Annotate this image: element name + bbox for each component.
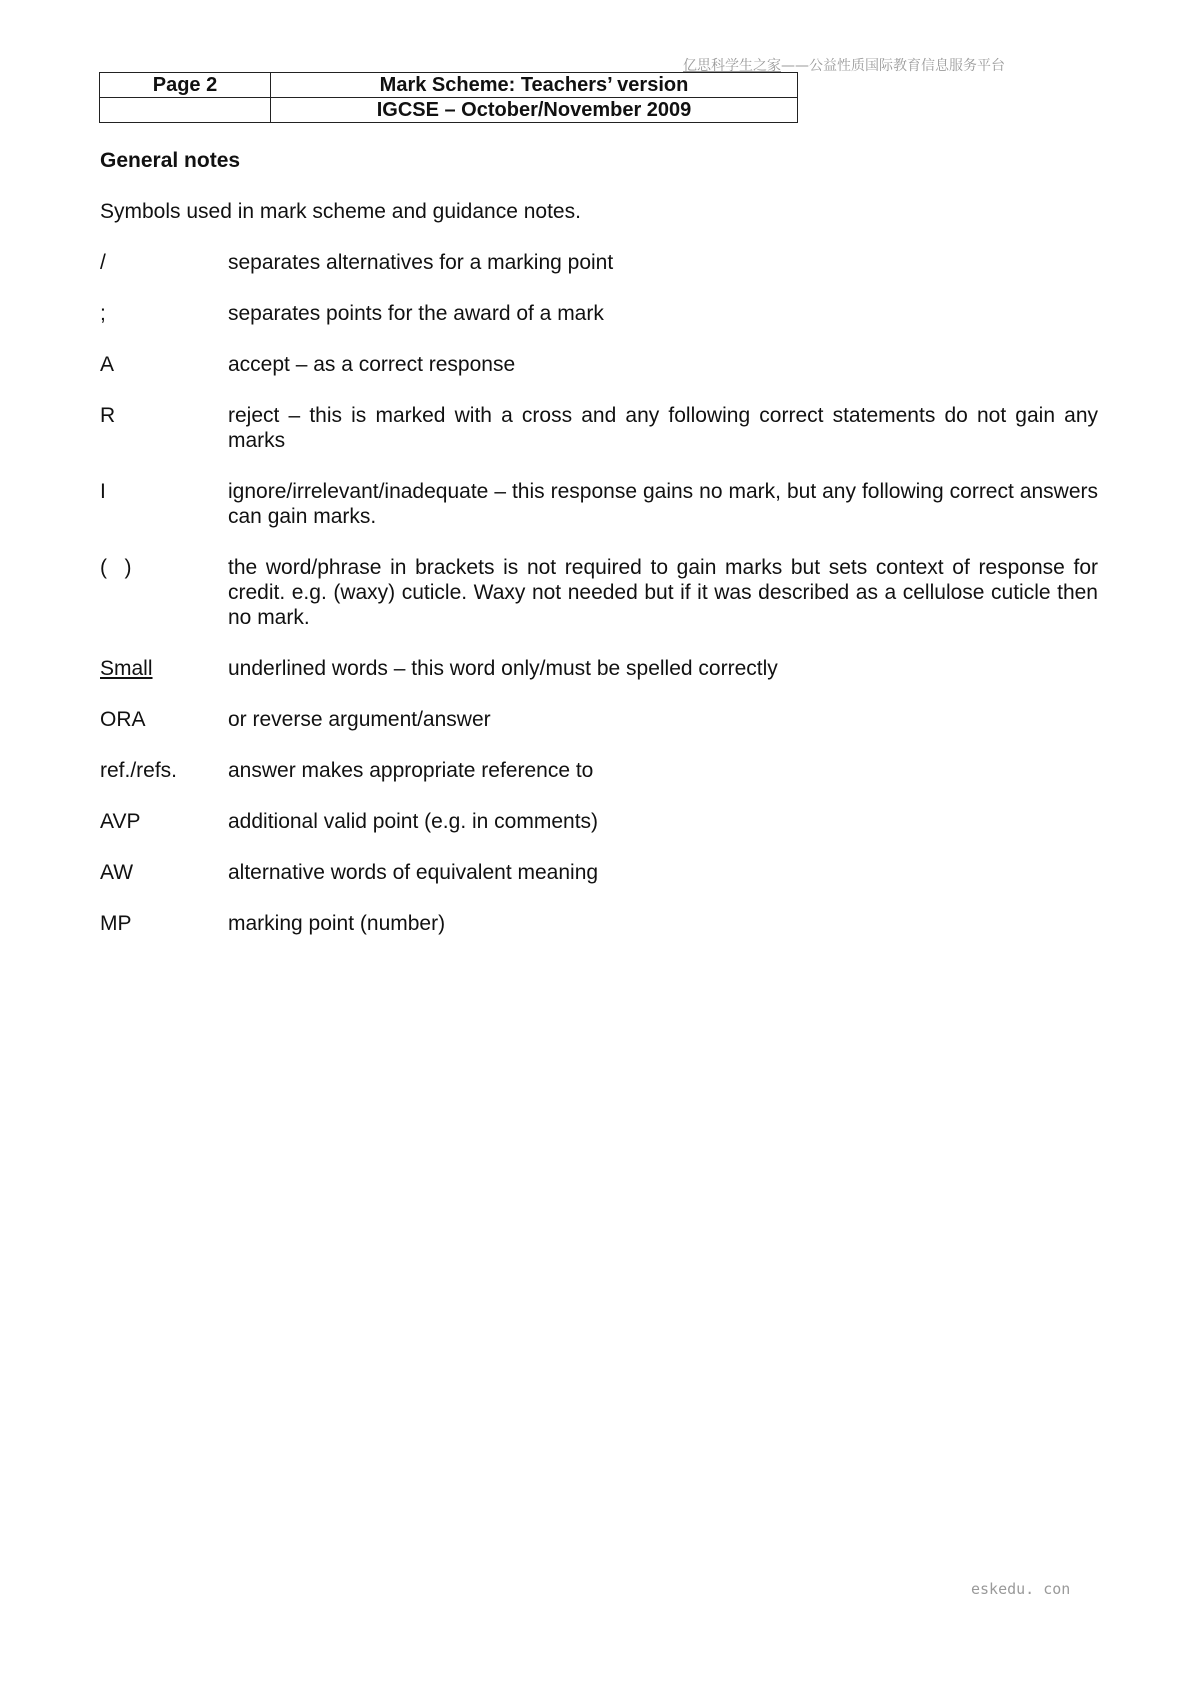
legend-description: marking point (number) (228, 912, 446, 935)
legend-description: alternative words of equivalent meaning (228, 861, 599, 884)
header-row-2 (100, 98, 798, 123)
legend-symbol: ref./refs. (100, 759, 178, 782)
legend-row (100, 911, 1098, 936)
legend-row (100, 809, 1098, 834)
section-title: General notes (100, 149, 241, 172)
legend-row (100, 860, 1098, 885)
legend-row (100, 707, 1098, 732)
legend-description: separates points for the award of a mark (228, 302, 604, 325)
legend-description: the word/phrase in brackets is not required to gain marks but sets context of response for credit. e.g. (waxy) cuticle. Waxy not needed but if it was described as a cellulose cuticle then no mark. (228, 556, 1098, 629)
legend-symbol: Small (100, 657, 153, 680)
legend-symbol: AVP (100, 810, 141, 833)
legend-description: reject – this is marked with a cross and any following correct statements do not gain any marks (228, 404, 1098, 452)
legend-row (100, 250, 1098, 275)
header-blank-cell (100, 98, 271, 123)
intro-text: Symbols used in mark scheme and guidance notes. (100, 200, 581, 223)
legend-description: ignore/irrelevant/inadequate – this response gains no mark, but any following correct answers can gain marks. (228, 480, 1098, 528)
legend-symbol: ( ) (100, 556, 132, 579)
legend-row (100, 555, 1098, 630)
legend-description: accept – as a correct response (228, 353, 516, 376)
legend-symbol: R (100, 404, 116, 427)
page-header-table (99, 72, 798, 123)
legend-symbol: I (100, 480, 106, 503)
legend-description: or reverse argument/answer (228, 708, 491, 731)
legend-symbol: AW (100, 861, 134, 884)
exam-session: IGCSE – October/November 2009 (271, 98, 798, 123)
legend-symbol: / (100, 251, 106, 274)
legend-symbol: A (100, 353, 115, 376)
legend-symbol: ORA (100, 708, 146, 731)
legend-description: additional valid point (e.g. in comments) (228, 810, 599, 833)
legend-row (100, 656, 1098, 681)
legend-row (100, 403, 1098, 453)
legend-row (100, 352, 1098, 377)
watermark-link[interactable]: 亿思科学生之家 (683, 58, 781, 74)
bottom-watermark: eskedu. con (971, 1580, 1071, 1598)
legend-description: answer makes appropriate reference to (228, 759, 594, 782)
legend-symbol: MP (100, 912, 132, 935)
legend-description: separates alternatives for a marking point (228, 251, 614, 274)
document-title: Mark Scheme: Teachers’ version (271, 73, 798, 98)
legend-row (100, 301, 1098, 326)
watermark-tagline: ——公益性质国际教育信息服务平台 (781, 58, 1005, 74)
page-number: Page 2 (100, 73, 271, 98)
legend-description: underlined words – this word only/must be spelled correctly (228, 657, 778, 680)
header-row-1 (100, 73, 798, 98)
legend-row (100, 758, 1098, 783)
legend-row (100, 479, 1098, 529)
symbols-legend (100, 250, 1098, 962)
legend-symbol: ; (100, 302, 106, 325)
